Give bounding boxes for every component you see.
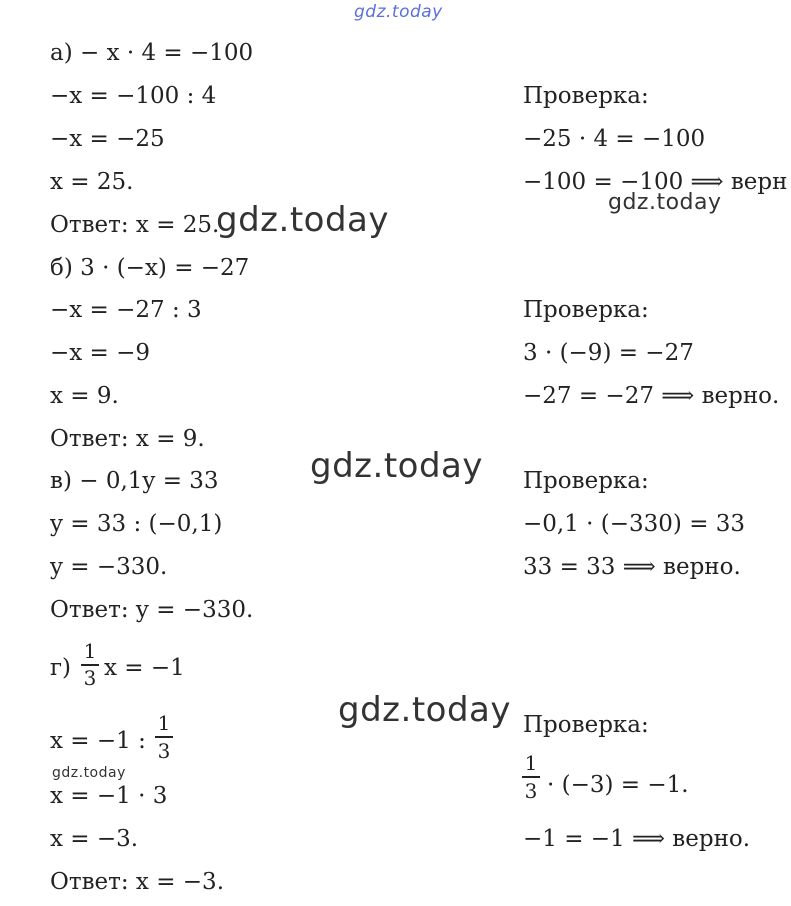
g-step-frac-den: 3	[157, 739, 171, 763]
watermark-a: gdz.today	[216, 200, 389, 240]
g-step-frac-bar	[155, 736, 173, 738]
a-check-1: −25 · 4 = −100	[523, 126, 706, 152]
watermark-top: gdz.today	[354, 2, 443, 22]
a-step-3: x = 25.	[50, 169, 134, 195]
g-check-1: · (−3) = −1.	[547, 772, 689, 798]
watermark-g: gdz.today	[338, 690, 511, 730]
v-check-title: Проверка:	[523, 468, 649, 494]
b-answer: Ответ: x = 9.	[50, 426, 205, 452]
g-label: г)	[50, 655, 72, 681]
g-equation-rest: x = −1	[104, 655, 185, 681]
a-check-title: Проверка:	[523, 83, 649, 109]
g-step-frac-num: 1	[157, 711, 171, 735]
g-frac-den: 3	[83, 666, 97, 690]
b-check-title: Проверка:	[523, 297, 649, 323]
g-step-3: x = −3.	[50, 826, 139, 852]
g-check-2: −1 = −1 ⟹ верно.	[523, 826, 751, 852]
a-check-2: −100 = −100 ⟹ верн	[523, 169, 788, 195]
g-answer: Ответ: x = −3.	[50, 869, 225, 895]
b-equation: б) 3 · (−x) = −27	[50, 255, 250, 281]
b-step-3: x = 9.	[50, 383, 119, 409]
b-check-1: 3 · (−9) = −27	[523, 340, 694, 366]
b-step-1: −x = −27 : 3	[50, 297, 202, 323]
b-check-2: −27 = −27 ⟹ верно.	[523, 383, 780, 409]
v-equation: в) − 0,1y = 33	[50, 468, 219, 494]
g-check-frac-den: 3	[524, 779, 538, 803]
v-check-2: 33 = 33 ⟹ верно.	[523, 554, 741, 580]
v-check-1: −0,1 · (−330) = 33	[523, 511, 746, 537]
v-step-1: y = 33 : (−0,1)	[50, 511, 223, 537]
watermark-small: gdz.today	[52, 765, 126, 781]
g-step-2: x = −1 · 3	[50, 783, 168, 809]
g-check-frac-bar	[522, 776, 540, 778]
watermark-v: gdz.today	[310, 446, 483, 486]
watermark-a-right: gdz.today	[608, 190, 722, 215]
g-check-title: Проверка:	[523, 712, 649, 738]
a-step-2: −x = −25	[50, 126, 165, 152]
b-step-2: −x = −9	[50, 340, 151, 366]
v-step-2: y = −330.	[50, 554, 168, 580]
g-frac-num: 1	[83, 639, 97, 663]
a-step-1: −x = −100 : 4	[50, 83, 217, 109]
g-check-frac-num: 1	[524, 751, 538, 775]
v-answer: Ответ: y = −330.	[50, 597, 254, 623]
g-step-1: x = −1 :	[50, 728, 146, 754]
a-equation: а) − x · 4 = −100	[50, 40, 254, 66]
a-answer: Ответ: x = 25.	[50, 212, 220, 238]
